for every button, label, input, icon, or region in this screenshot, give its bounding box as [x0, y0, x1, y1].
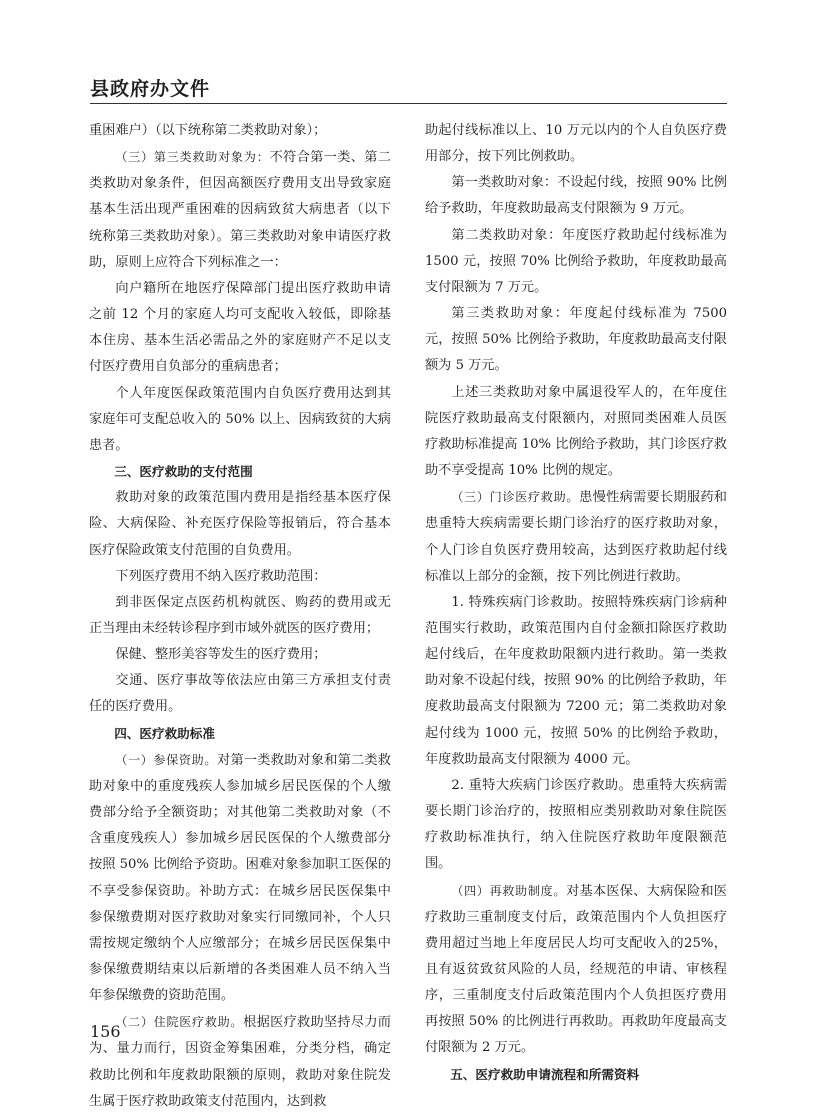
- paragraph-text: 到非医保定点医药机构就医、购药的费用或无正当理由未经转诊程序到市域外就医的医疗费用；: [89, 594, 391, 636]
- paragraph: [89, 747, 391, 1010]
- paragraph: [89, 1009, 391, 1115]
- paragraph: [89, 668, 391, 720]
- paragraph: [89, 564, 391, 590]
- right-text-column: [425, 118, 727, 1088]
- paragraph-text: 2. 重特大疾病门诊医疗救助。患重特大疾病需要长期门诊治疗的，按照相应类别救助对象住院医疗救助标准执行，纳入住院医疗救助年度限额范围。: [425, 777, 727, 872]
- paragraph-text: 救助对象的政策范围内费用是指经基本医疗保险、大病保险、补充医疗保险等报销后，符合基本医疗保险政策支付范围的自负费用。: [89, 490, 391, 558]
- subsection-lead: （三）第三类救助对象为：: [115, 150, 270, 165]
- paragraph: [425, 301, 727, 379]
- section-heading: [89, 459, 391, 485]
- paragraph: [89, 590, 391, 642]
- paragraph: [89, 276, 391, 381]
- paragraph-text: 下列医疗费用不纳入医疗救助范围：: [115, 568, 327, 584]
- paragraph: [425, 878, 727, 1062]
- paragraph-text: 向户籍所在地医疗保障部门提出医疗救助申请之前 12 个月的家庭人均可支配收入较低，即除基本住房、基本生活必需品之外的家庭财产不足以支付医疗费用自负部分的重病患者；: [89, 280, 391, 375]
- subsection-lead: （三）门诊医疗救助。: [451, 490, 580, 505]
- running-header-title: 县政府办文件: [90, 78, 211, 100]
- paragraph-text: 助起付线标准以上、10 万元以内的个人自负医疗费用部分，按下列比例救助。: [425, 123, 727, 165]
- paragraph: [425, 118, 727, 170]
- paragraph: [89, 485, 391, 563]
- paragraph-text: 交通、医疗事故等依法应由第三方承担支付责任的医疗费用。: [89, 673, 391, 715]
- paragraph: [425, 170, 727, 222]
- subsection-lead: （一）参保资助。: [115, 752, 218, 767]
- paragraph-text: 四、医疗救助标准: [114, 725, 215, 741]
- page-number: 156: [90, 1022, 121, 1041]
- paragraph-text: 对基本医保、大病保险和医疗救助三重制度支付后，政策范围内个人负担医疗费用超过当地上年度居民人均可支配收入的25%，且有返贫致贫风险的人员，经规范的申请、审核程序，三重制度支付后政策范围内个人负担医疗费用再按照 50% 的比例进行再救助。再救助年度最高支付限额为 2 万元。: [425, 883, 727, 1056]
- paragraph-text: 三、医疗救助的支付范围: [114, 464, 253, 480]
- section-heading: [89, 721, 391, 747]
- section-heading: [425, 1062, 727, 1088]
- paragraph-text: 患慢性病需要长期服药和患重特大疾病需要长期门诊治疗的医疗救助对象，个人门诊自负医疗费用较高，达到医疗救助起付线标准以上部分的金额，按下列比例进行救助。: [425, 490, 727, 584]
- subsection-lead: （四）再救助制度。: [451, 883, 567, 898]
- paragraph-text: 保健、整形美容等发生的医疗费用；: [115, 647, 327, 663]
- paragraph: [425, 773, 727, 878]
- paragraph: [89, 642, 391, 668]
- paragraph: [89, 144, 391, 276]
- paragraph: [425, 380, 727, 485]
- paragraph: [89, 381, 391, 459]
- paragraph-text: 重困难户）（以下统称第二类救助对象）；: [89, 123, 327, 138]
- paragraph-text: 上述三类救助对象中属退役军人的，在年度住院医疗救助最高支付限额内，对照同类困难人员医疗救助标准提高 10% 比例给予救助，其门诊医疗救助不享受提高 10% 比例的规定。: [425, 384, 727, 479]
- paragraph: [425, 223, 727, 301]
- left-text-column: [89, 118, 391, 1115]
- paragraph-text: 第一类救助对象：不设起付线，按照 90% 比例给予救助，年度救助最高支付限额为 9 万元。: [425, 175, 727, 217]
- paragraph-text: 个人年度医保政策范围内自负医疗费用达到其家庭年可支配总收入的 50% 以上、因病致贫的大病患者。: [89, 385, 391, 453]
- paragraph: [425, 484, 727, 590]
- paragraph-text: 第三类救助对象：年度起付线标准为 7500 元，按照 50% 比例给予救助，年度救助最高支付限额为 5 万元。: [425, 306, 727, 374]
- subsection-lead: （二）住院医疗救助。: [115, 1015, 244, 1030]
- paragraph: [425, 590, 727, 773]
- paragraph-text: 不符合第一类、第二类救助对象条件，但因高额医疗费用支出导致家庭基本生活出现严重困难的因病致贫大病患者（以下统称第三类救助对象）。第三类救助对象申请医疗救助，原则上应符合下列标准之一：: [89, 150, 391, 270]
- paragraph: [89, 118, 391, 144]
- paragraph-text: 对第一类救助对象和第二类救助对象中的重度残疾人参加城乡居民医保的个人缴费部分给予全额资助；对其他第二类救助对象（不含重度残疾人）参加城乡居民医保的个人缴费部分按照 50% 比例给予资助。困难对象参加职工医保的不享受参保资助。补助方式：在城乡居民医保集中参保缴费期对医疗救助对象实行同缴同补，个人只需按规定缴纳个人应缴部分；在城乡居民医保集中参保缴费期结束以后新增的各类困难人员不纳入当年参保缴费的资助范围。: [89, 752, 391, 1004]
- paragraph-text: 根据医疗救助坚持尽力而为、量力而行，因资金筹集困难，分类分档，确定救助比例和年度救助限额的原则，救助对象住院发生属于医疗救助政策支付范围内，达到救: [89, 1015, 391, 1109]
- paragraph-text: 1. 特殊疾病门诊救助。按照特殊疾病门诊病种范围实行救助，政策范围内自付金额扣除医疗救助起付线后，在年度救助限额内进行救助。第一类救助对象不设起付线，按照 90% 的比例给予救助，年度救助最高支付限额为 7200 元；第二类救助对象起付线为 1000 元，按照 50% 的比例给予救助，年度救助最高支付限额为 4000 元。: [425, 594, 727, 767]
- paragraph-text: 第二类救助对象：年度医疗救助起付线标准为 1500 元，按照 70% 比例给予救助，年度救助最高支付限额为 7 万元。: [425, 227, 727, 295]
- paragraph-text: 五、医疗救助申请流程和所需资料: [450, 1066, 640, 1082]
- header-divider: [90, 103, 727, 104]
